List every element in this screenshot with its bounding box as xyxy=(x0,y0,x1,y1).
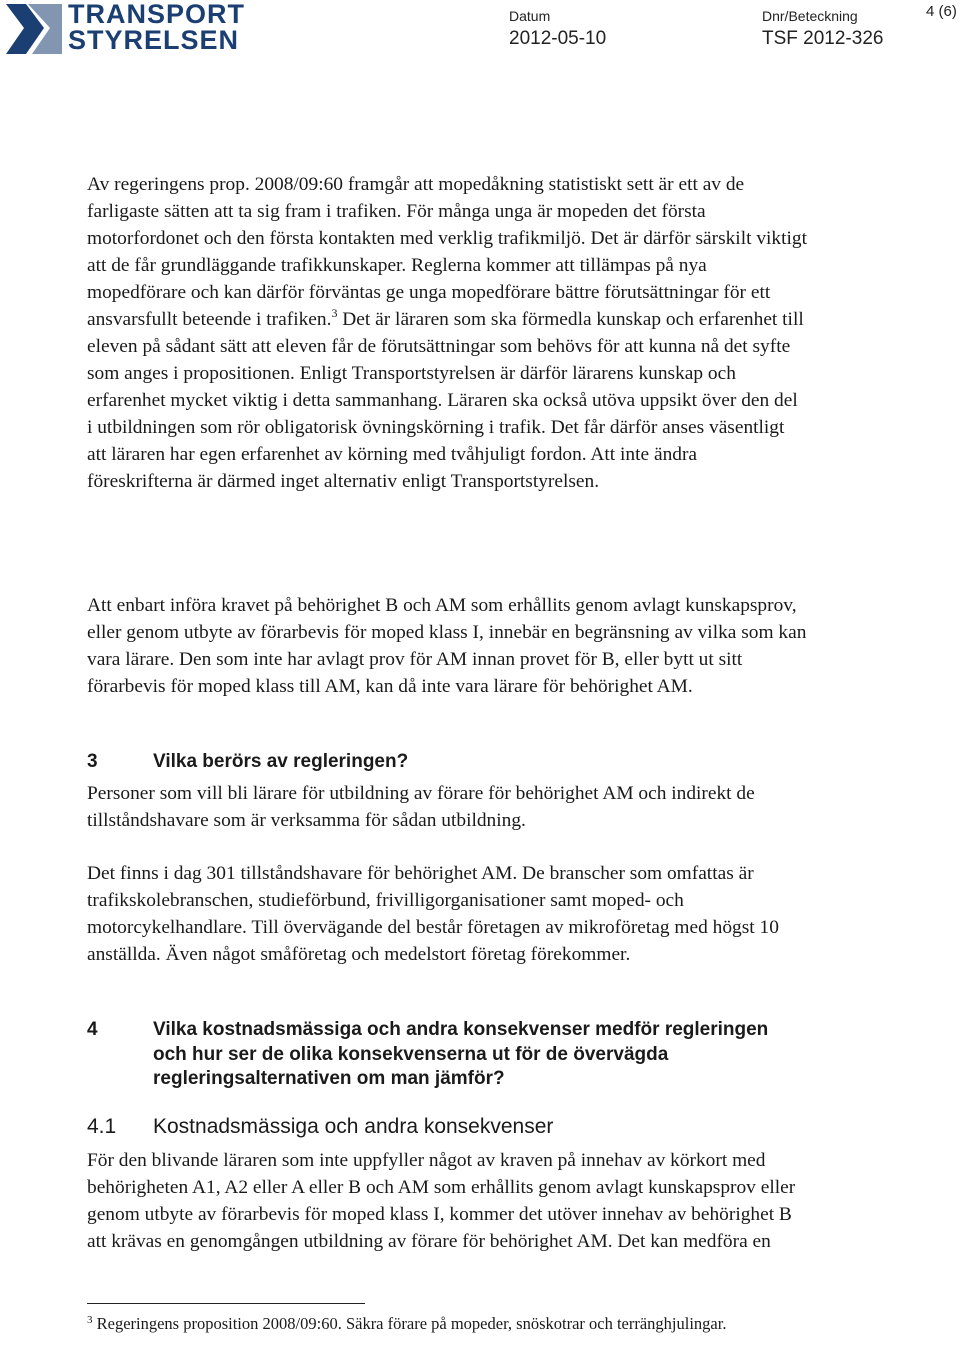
paragraph-1-text-b: Det är läraren som ska förmedla kunskap och erfarenhet till eleven på sådant sätt att eleven får de förutsättningar som behövs för att kunna nå det syfte som anges i propositionen. Enligt Transportstyrelsen är därför lärarens kunskap och erfarenhet mycket viktig i detta sammanhang. Läraren ska också utöva uppsikt över den del i utbildningen som rör obligatorisk övningskörning i trafik. Det får därför anses väsentligt att läraren har egen erfarenhet av körning med tvåhjuligt fordon. Att inte ändra föreskrifterna är därmed inget alternativ enligt Transportstyrelsen. xyxy=(87,309,804,492)
date-block xyxy=(509,8,606,51)
section-number: 3 xyxy=(87,751,98,772)
section-title: Vilka berörs av regleringen? xyxy=(153,751,409,772)
section-title: Vilka kostnadsmässiga och andra konsekvenser medför regleringen och hur ser de olika konsekvenserna ut för de övervägda regleringsalternativen om man jämför? xyxy=(153,1019,769,1089)
footnote-number: 3 xyxy=(87,1314,93,1326)
paragraph-5 xyxy=(87,1147,807,1255)
subsection-number: 4.1 xyxy=(87,1115,117,1138)
paragraph-1-text-a: Av regeringens prop. 2008/09:60 framgår att mopedåkning statistiskt sett är ett av de farligaste sätten att ta sig fram i trafiken. För många unga är mopeden det första motorfordonet och den första kontakten med verklig trafikmiljö. Det är därför särskilt viktigt att de får grundläggande trafikkunskaper. Reglerna kommer att tillämpas på nya mopedförare och kan därför förväntas ge unga mopedförare bättre förutsättningar för ett ansvarsfullt beteende i trafiken. xyxy=(87,174,807,330)
date-value: 2012-05-10 xyxy=(509,28,607,49)
paragraph-4-text: Det finns i dag 301 tillståndshavare för behörighet AM. De branscher som omfattas är trafikskolebranschen, studieförbund, frivilligorganisationer samt moped- och motorcykelhandlare. Till övervägande del består företagen av mikroföretag med högst 10 anställda. Även något småföretag och medelstort företag förekommer. xyxy=(87,863,779,965)
footnote-divider xyxy=(87,1303,365,1304)
paragraph-2-text: Att enbart införa kravet på behörighet B och AM som erhållits genom avlagt kunskapsprov, eller genom utbyte av förarbevis för moped klass I, innebär en begränsning av vilka som kan vara lärare. Den som inte har avlagt prov för AM innan provet för B, eller bytt ut sitt förarbevis för moped klass till AM, kan då inte vara lärare för behörighet AM. xyxy=(87,595,807,697)
footnote xyxy=(87,1313,727,1335)
transportstyrelsen-logo xyxy=(6,0,245,56)
paragraph-1 xyxy=(87,171,807,495)
subsection-heading-4-1 xyxy=(87,1114,553,1140)
section-heading-3 xyxy=(87,750,793,775)
logo-line-2: STYRELSEN xyxy=(68,25,240,55)
page-number: 4 (6) xyxy=(926,3,957,20)
subsection-title: Kostnadsmässiga och andra konsekvenser xyxy=(153,1115,554,1138)
logo-line-1: TRANSPORT xyxy=(68,0,245,29)
footnote-reference[interactable]: 3 xyxy=(331,306,338,320)
section-number: 4 xyxy=(87,1019,98,1040)
dnr-block xyxy=(762,8,883,51)
paragraph-3-text: Personer som vill bli lärare för utbildning av förare för behörighet AM och indirekt de tillståndshavare som är verksamma för sådan utbildning. xyxy=(87,783,755,831)
paragraph-2 xyxy=(87,592,807,700)
dnr-label: Dnr/Beteckning xyxy=(762,8,858,24)
dnr-value: TSF 2012-326 xyxy=(762,28,884,49)
transportstyrelsen-logo-icon xyxy=(6,4,62,54)
paragraph-3 xyxy=(87,780,807,834)
paragraph-4 xyxy=(87,860,807,968)
section-heading-4 xyxy=(87,1018,793,1092)
date-label: Datum xyxy=(509,8,551,24)
paragraph-5-text: För den blivande läraren som inte uppfyller något av kraven på innehav av körkort med behörigheten A1, A2 eller A eller B och AM som erhållits genom avlagt kunskapsprov eller genom utbyte av förarbevis för moped klass I, kommer det utöver innehav av behörighet B att krävas en genomgången utbildning av förare för behörighet AM. Det kan medföra en xyxy=(87,1150,796,1252)
footnote-text: Regeringens proposition 2008/09:60. Säkra förare på mopeder, snöskotrar och terränghjulingar. xyxy=(92,1314,727,1333)
